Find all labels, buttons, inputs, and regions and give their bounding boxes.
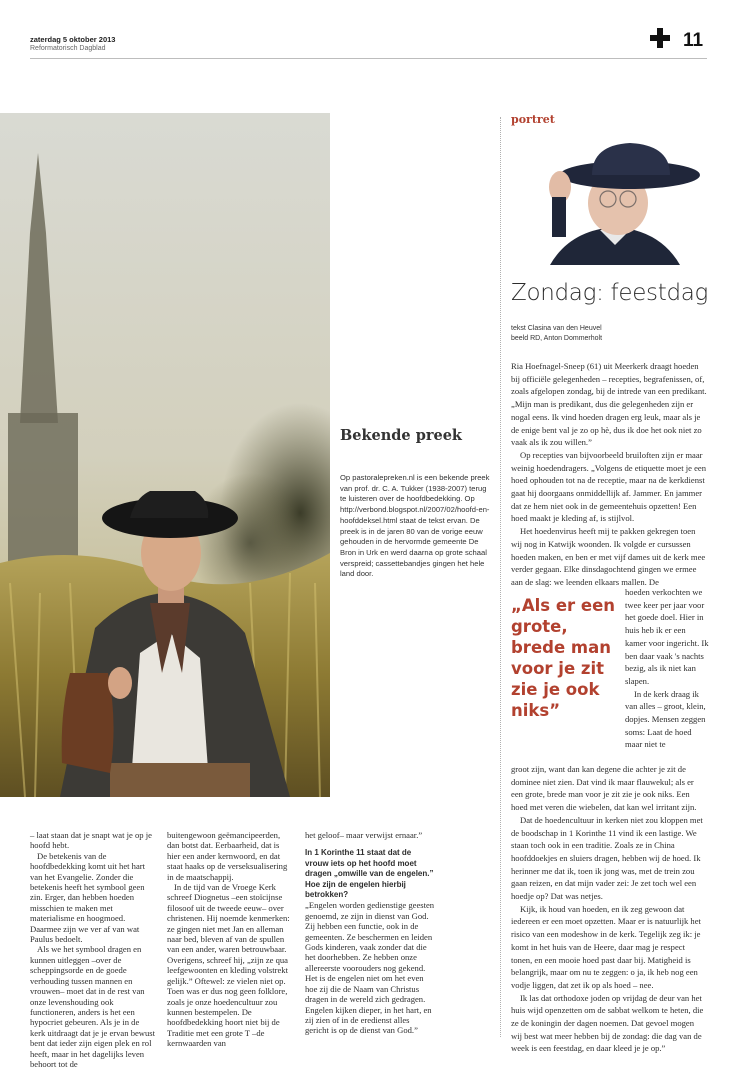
paragraph: De betekenis van de hoofdbedekking komt uit het hart van het Evangelie. Zonder die betekenis heeft het symbool geen zin. Erger, dan hebben hoeden misschien te maken met materialisme en hoogmoed. Daarmee zijn we ver af van wat Paulus bedoelt. bbox=[30, 850, 146, 945]
article-body-top bbox=[511, 360, 707, 589]
bottom-column-1 bbox=[30, 830, 156, 1069]
paragraph: Ria Hoefnagel-Sneep (61) uit Meerkerk draagt hoeden bij officiële gelegenheden – recepties, begrafenissen, of, zoals afgelopen zondag, bij de intrede van een predikant. „Mijn man is predikant, dus die gelegenheden zijn er nogal eens. Ik vind hoeden dragen erg leuk, maar als je de enige bent val je zo op hè, dus ik doe het ook niet zo vaak als ik zou willen.” bbox=[511, 361, 707, 448]
paragraph: – laat staan dat je snapt wat je op je hoofd hebt. bbox=[30, 830, 152, 851]
article-body-bottom bbox=[511, 763, 707, 1055]
article-headline: Zondag: feestdag bbox=[511, 280, 709, 306]
sidebar-title: Bekende preek bbox=[340, 427, 462, 444]
sidebar-body: Op pastoralepreken.nl is een bekende preek van prof. dr. C. A. Tukker (1938-2007) terug te luisteren over de hoofdbedekking. Op http://verbond.blogspot.nl/2007/02/hoofd-en-hoofddeksel.html staat de tekst ervan. De preek is in de jaren 80 van de vorige eeuw gehouden in de hervormde gemeente De Bron in Urk en werd daarna op grote schaal verspreid; cassettebandjes gingen het hele land door. bbox=[340, 473, 490, 579]
byline bbox=[511, 324, 602, 344]
paragraph: Als we het symbool dragen en kunnen uitleggen –over de scheppingsorde en de goede verhouding tussen mannen en vrouwen– moet dat in de rest van onze levenshouding ook functioneren, anders is het een hypocriet gebeuren. Als je in de kerk uitdraagt dat je je ervan bewust bent dat ieder zijn eigen plek en rol heeft, maar in het dagelijks leven behoort tot de bbox=[30, 944, 156, 1069]
article-body-beside-quote bbox=[625, 586, 709, 751]
paragraph: hoeden verkochten we twee keer per jaar voor het goede doel. Hier in huis heb ik er een kamer voor ingericht. Ik ben daar vaak 's nachts bezig, als ik niet kan slapen. bbox=[625, 587, 709, 686]
byline-photo: beeld RD, Anton Dommerholt bbox=[511, 335, 603, 342]
paragraph: „Engelen worden gedienstige geesten genoemd, ze zijn in dienst van God. Zij hebben een functie, ook in de gemeenten. Ze beschermen en leiden Gods kinderen, vaak zonder dat die het doorhebben. Ze hebben onze allereerste voorouders nog gekend. Het is de engelen niet om het even hoe zij die de Naam van Christus dragen in de wereld zich gedragen. Engelen kijken dieper, in het hart, en zij zien of in de eredienst alles gericht is op de dienst van God.” bbox=[305, 900, 435, 1036]
paragraph: Het hoedenvirus heeft mij te pakken gekregen toen wij nog in Katwijk woonden. Ik volgde er cursussen hoeden maken, en ben er met vijf dames uit de kerk mee verder gegaan. Elke dinsdagochtend gingen we ermee aan de slag: we leenden elkaars mallen. De bbox=[511, 526, 706, 587]
page-number: 11 bbox=[683, 30, 704, 51]
issue-date: zaterdag 5 oktober 2013 bbox=[30, 35, 116, 44]
paragraph: Ik las dat orthodoxe joden op vrijdag de deur van het huis wijd openzetten om de sabbat welkom te heten, die ze de koningin der dagen noemen. Dat gevoel mogen wij best wat meer hebben bij de zondag: die dag van de week is een feestdag, en daar kleed je je op.” bbox=[511, 992, 704, 1054]
paragraph: Op recepties van bijvoorbeeld bruiloften zijn er maar weinig hoedendragers. „Volgens de etiquette moet je een hoed ophouden tot na de receptie, maar na de kerkdienst gaat hij doorgaans onmiddellijk af. Jammer. En jammer dat ze hem niet ook in de gemeentehuis opzetten! Een hoed maakt je kleding af, is stijlvol. bbox=[511, 449, 707, 524]
plus-icon bbox=[650, 28, 670, 48]
paragraph: In de tijd van de Vroege Kerk schreef Diognetus –een stoïcijnse filosoof uit de tweede eeuw– over christenen. Hij noemde kenmerken: ze gingen niet met Jan en alleman naar bed, bleven af van de spullen van een ander, waren betrouwbaar. Overigens, schreef hij, „zijn ze qua leefgewoonten en kleding volstrekt gelijk.” Oftewel: ze vielen niet op. Toen was er dus nog geen folklore, zoals je onze hoedencultuur zou kunnen bestempelen. De hoofdbedekking hoort niet bij de Traditie met een grote T –de kernwaarden van bbox=[167, 882, 290, 1049]
bottom-column-3 bbox=[305, 830, 435, 1036]
paragraph: Kijk, ik houd van hoeden, en ik zeg gewoon dat iedereen er een moet opzetten. Maar er is natuurlijk het risico van een modeshow in de kerk. Tegelijk zeg ik: je komt in het huis van de Heere, daar mag je respect tonen, en een mooie hoed past daar bij. Matigheid is belangrijk, maar om nu te zeggen: o ja, ik heb nog een vodje liggen, dat zet ik op als hoed – nee. bbox=[511, 903, 701, 990]
bottom-column-2 bbox=[167, 830, 293, 1049]
section-kicker: portret bbox=[511, 113, 555, 126]
paragraph: Dat de hoedencultuur in kerken niet zou kloppen met de boodschap in 1 Korinthe 11 vind ik een lastige. We staan toch ook in een traditie. Zoals ze in China hoofddoekjes en sluiers dragen, hebben wij de hoed. Ik herinner me dat ik, toen ik jong was, met de trein zou gaan reizen, en dat mijn vader zei: Je zet toch wel een hoedje op? Dat was netjes. bbox=[511, 814, 703, 902]
byline-text: tekst Clasina van den Heuvel bbox=[511, 325, 602, 332]
paragraph: groot zijn, want dan kan degene die achter je zit de dominee niet zien. Dat vind ik maar flauwekul; als er een grote, brede man voor je zit zie je ook niks. Een hoed met veren die wiebelen, dat kan wel irritant zijn. bbox=[511, 764, 697, 813]
pull-quote: „Als er een grote, brede man voor je zit zie je ook niks” bbox=[511, 596, 616, 720]
header-rule bbox=[30, 58, 707, 59]
interview-question: In 1 Korinthe 11 staat dat de vrouw iets op het hoofd moet dragen „omwille van de engelen.” Hoe zijn de engelen hierbij betrokken? bbox=[305, 848, 434, 900]
paragraph: buitengewoon geëmancipeerden, dan botst dat. Eerbaarheid, dat is hier een ander kernwoord, en dat staat haaks op de verseksualisering in de maatschappij. bbox=[167, 830, 288, 882]
paragraph: In de kerk draag ik van alles – groot, klein, dopjes. Mensen zeggen soms: Laat de hoed maar niet te bbox=[625, 688, 706, 750]
paragraph: het geloof– maar verwijst ernaar.” bbox=[305, 830, 423, 840]
column-divider bbox=[500, 117, 502, 1037]
main-photo bbox=[0, 113, 330, 797]
newspaper-name: Reformatorisch Dagblad bbox=[30, 45, 106, 52]
portrait-photo bbox=[530, 135, 700, 265]
